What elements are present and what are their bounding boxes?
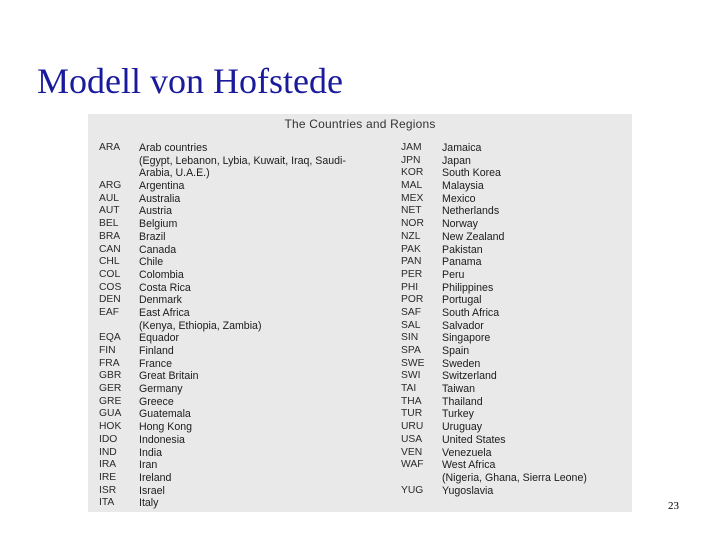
country-name: India — [139, 446, 162, 459]
country-name: Arab countries — [139, 142, 208, 154]
country-name: Japan — [442, 154, 471, 167]
slide-title: Modell von Hofstede — [37, 61, 343, 101]
country-name: Great Britain — [139, 370, 199, 383]
country-code: SWI — [401, 370, 421, 382]
country-code — [99, 155, 121, 168]
country-code: GBR — [99, 370, 122, 382]
country-name: South Korea — [442, 167, 501, 180]
country-name: Finland — [139, 345, 174, 357]
country-name: United States — [442, 433, 506, 446]
country-code: TUR — [401, 408, 423, 420]
country-code: GUA — [99, 408, 122, 420]
country-code: ARG — [99, 180, 122, 192]
country-name: Israel — [139, 484, 165, 497]
country-code: IRA — [99, 459, 117, 471]
country-code: PAN — [401, 256, 422, 268]
country-name: Peru — [442, 268, 465, 281]
country-code: COS — [99, 281, 122, 293]
country-name: Australia — [139, 192, 181, 205]
country-name: Panama — [442, 256, 482, 269]
country-name: Yugoslavia — [442, 484, 494, 497]
right-name-column — [442, 142, 587, 497]
country-name: France — [139, 357, 172, 370]
country-name: Philippines — [442, 281, 494, 294]
country-name: Guatemala — [139, 408, 191, 421]
left-name-column — [139, 142, 346, 510]
country-code: SWE — [401, 357, 425, 369]
country-code: VEN — [401, 446, 423, 458]
country-name: Sweden — [442, 357, 481, 370]
country-name: Singapore — [442, 332, 491, 345]
country-code: IND — [99, 446, 117, 458]
country-name: Hong Kong — [139, 421, 193, 434]
country-name: (Kenya, Ethiopia, Zambia) — [139, 319, 262, 332]
country-name: Equador — [139, 332, 180, 345]
country-code: PHI — [401, 281, 419, 293]
country-code: AUT — [99, 205, 120, 217]
country-code: BEL — [99, 218, 119, 230]
country-name: Mexico — [442, 192, 476, 205]
country-name: South Africa — [442, 306, 500, 319]
country-code: MEX — [401, 192, 424, 204]
country-code: MAL — [401, 180, 423, 192]
country-code: PER — [401, 268, 423, 280]
country-code: EQA — [99, 332, 121, 344]
country-name: Costa Rica — [139, 281, 191, 294]
country-code: GER — [99, 383, 122, 395]
country-code: CAN — [99, 243, 121, 255]
country-code: ARA — [99, 142, 121, 153]
country-name: Norway — [442, 218, 478, 231]
country-name: Canada — [139, 243, 177, 256]
country-name: Iran — [139, 459, 158, 472]
country-code: JAM — [401, 142, 422, 153]
page-number: 23 — [668, 500, 679, 512]
country-code: POR — [401, 294, 424, 306]
country-name: (Egypt, Lebanon, Lybia, Kuwait, Iraq, Saudi- — [139, 154, 346, 167]
country-code: SPA — [401, 345, 421, 356]
country-name: Spain — [442, 345, 470, 357]
country-name: Jamaica — [442, 142, 482, 154]
country-code: WAF — [401, 459, 424, 471]
country-code: HOK — [99, 421, 122, 433]
country-code: YUG — [401, 484, 424, 496]
country-name: Arabia, U.A.E.) — [139, 167, 210, 180]
country-code: JPN — [401, 154, 421, 166]
country-name: Chile — [139, 256, 164, 269]
country-name: Germany — [139, 383, 183, 396]
country-code — [99, 320, 121, 333]
country-code: IDO — [99, 433, 118, 445]
country-name: Venezuela — [442, 446, 492, 459]
country-code: IRE — [99, 471, 117, 483]
country-code: ISR — [99, 484, 117, 496]
table-header: The Countries and Regions — [284, 117, 436, 131]
country-code: EAF — [99, 306, 120, 318]
country-code: NET — [401, 205, 422, 217]
country-name: Austria — [139, 205, 172, 218]
country-code: KOR — [401, 167, 424, 179]
country-name: New Zealand — [442, 230, 505, 243]
country-code: FIN — [99, 345, 116, 356]
country-name: Ireland — [139, 471, 172, 484]
country-code: CHL — [99, 256, 120, 268]
country-name: Thailand — [442, 395, 483, 408]
country-name: West Africa — [442, 459, 496, 472]
country-code: SAF — [401, 306, 422, 318]
country-code — [99, 167, 121, 180]
country-name: Belgium — [139, 218, 178, 231]
country-code: DEN — [99, 294, 121, 306]
left-code-column — [99, 142, 121, 510]
country-code — [401, 472, 424, 485]
right-code-column — [401, 142, 424, 497]
country-name: Malaysia — [442, 180, 484, 193]
country-code: AUL — [99, 192, 120, 204]
scanned-country-table — [88, 114, 632, 512]
country-name: Salvador — [442, 319, 484, 332]
country-name: Brazil — [139, 230, 166, 243]
country-code: NZL — [401, 230, 421, 242]
country-name: Netherlands — [442, 205, 500, 218]
country-code: THA — [401, 395, 422, 407]
country-code: COL — [99, 268, 121, 280]
country-name: Turkey — [442, 408, 474, 421]
country-code: USA — [401, 433, 423, 445]
country-code: SAL — [401, 319, 421, 331]
country-name: Portugal — [442, 294, 482, 307]
country-name: Greece — [139, 395, 174, 408]
country-name: (Nigeria, Ghana, Sierra Leone) — [442, 471, 587, 484]
country-name: Argentina — [139, 180, 185, 193]
country-name: Colombia — [139, 268, 184, 281]
country-name: Uruguay — [442, 421, 483, 434]
country-code: BRA — [99, 230, 121, 242]
country-code: ITA — [99, 497, 115, 509]
country-name: Indonesia — [139, 433, 185, 446]
country-code: FRA — [99, 357, 120, 369]
country-name: Taiwan — [442, 383, 475, 396]
country-code: GRE — [99, 395, 122, 407]
country-code: URU — [401, 421, 424, 433]
country-name: Italy — [139, 497, 159, 510]
country-code: TAI — [401, 383, 417, 395]
country-name: Pakistan — [442, 243, 483, 256]
country-name: East Africa — [139, 306, 190, 319]
country-code: SIN — [401, 332, 419, 344]
country-name: Switzerland — [442, 370, 497, 383]
country-code: PAK — [401, 243, 421, 255]
country-name: Denmark — [139, 294, 182, 307]
country-code: NOR — [401, 218, 424, 230]
